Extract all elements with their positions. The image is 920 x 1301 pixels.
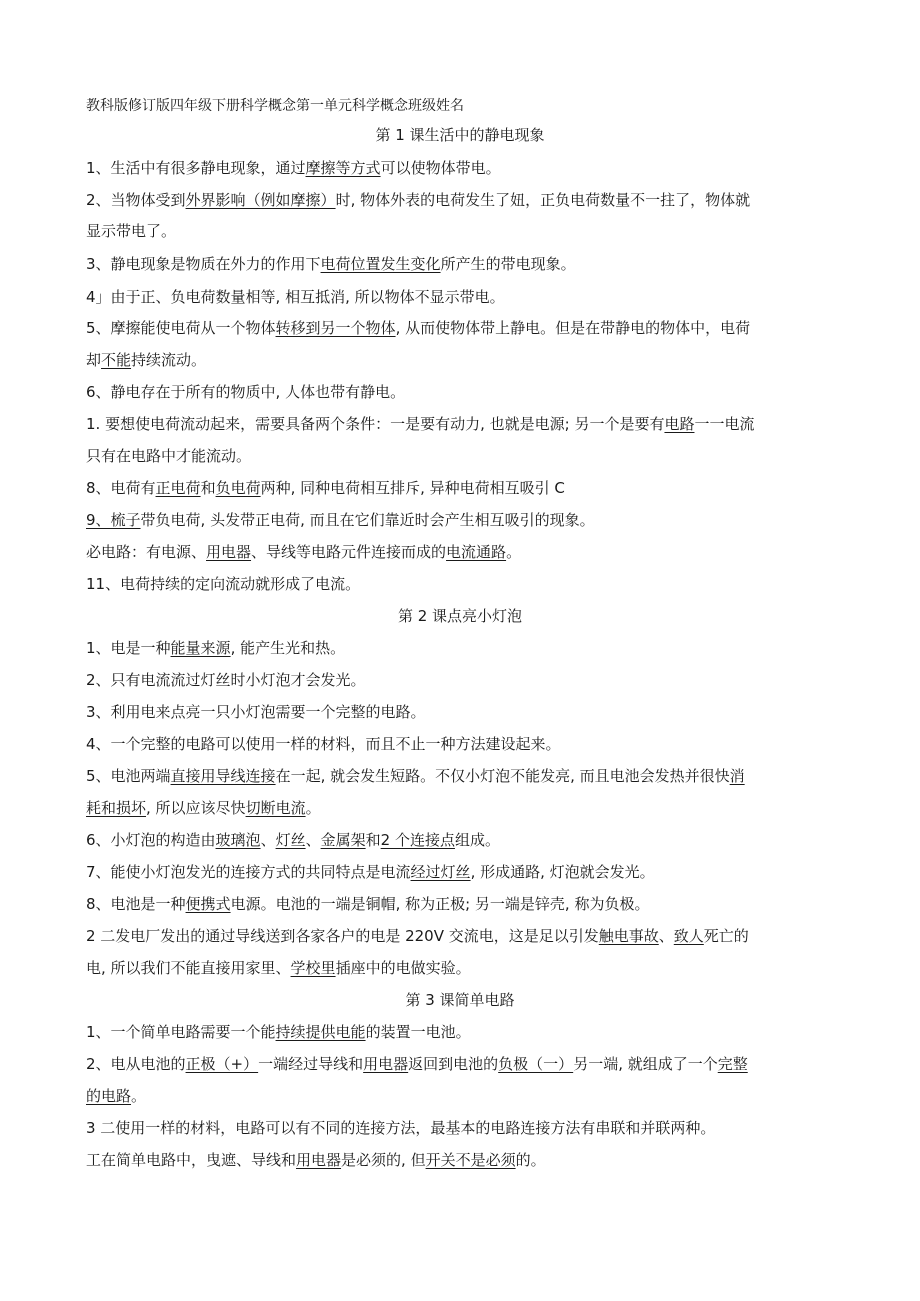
lesson-1-item-9: 9、梳子带负电荷, 头发带正电荷, 而且在它们靠近时会产生相互吸引的现象。 bbox=[86, 511, 595, 529]
lesson-3-item-3: 3 二使用一样的材料，电路可以有不同的连接方法，最基本的电路连接方法有串联和并联两种。 bbox=[86, 1119, 716, 1137]
lesson-2-title: 第 2 课点亮小灯泡 bbox=[397, 607, 523, 625]
lesson-3-item-2-cont: 的电路。 bbox=[86, 1087, 147, 1105]
lesson-1-item-1: 1、生活中有很多静电现象，通过摩擦等方式可以使物体带电。 bbox=[86, 159, 501, 177]
lesson-1-item-5-cont: 却不能持续流动。 bbox=[86, 351, 207, 369]
lesson-1-item-4: 4」由于正、负电荷数量相等, 相互抵消, 所以物体不显示带电。 bbox=[86, 288, 505, 306]
lesson-1-item-6: 6、静电存在于所有的物质中, 人体也带有静电。 bbox=[86, 383, 406, 401]
lesson-2-item-1: 1、电是一种能量来源, 能产生光和热。 bbox=[86, 639, 346, 657]
lesson-1-item-7-cont: 只有在电路中才能流动。 bbox=[86, 447, 252, 465]
lesson-3-item-1: 1、一个简单电路需要一个能持续提供电能的装置一电池。 bbox=[86, 1023, 471, 1041]
lesson-1-item-8: 8、电荷有正电荷和负电荷两种, 同种电荷相互排斥, 异种电荷相互吸引 C bbox=[86, 479, 565, 497]
lesson-1-item-3: 3、静电现象是物质在外力的作用下电荷位置发生变化所产生的带电现象。 bbox=[86, 255, 576, 273]
lesson-3-title: 第 3 课简单电路 bbox=[405, 991, 515, 1009]
lesson-2-item-8: 8、电池是一种便携式电源。电池的一端是铜帽, 称为正极; 另一端是锌壳, 称为负极。 bbox=[86, 895, 650, 913]
lesson-1-item-7: 1. 要想使电荷流动起来，需要具备两个条件：一是要有动力, 也就是电源; 另一个是要有电路一一电流 bbox=[86, 415, 755, 433]
document-header: 教科版修订版四年级下册科学概念第一单元科学概念班级姓名 bbox=[86, 98, 464, 114]
lesson-2-item-2: 2、只有电流流过灯丝时小灯泡才会发光。 bbox=[86, 671, 366, 689]
lesson-2-item-6: 6、小灯泡的构造由玻璃泡、灯丝、金属架和2 个连接点组成。 bbox=[86, 831, 500, 849]
lesson-1-title: 第 1 课生活中的静电现象 bbox=[375, 126, 545, 144]
lesson-1-item-10: 必电路：有电源、用电器、导线等电路元件连接而成的电流通路。 bbox=[86, 543, 522, 561]
lesson-2-item-5-cont: 耗和损坏, 所以应该尽快切断电流。 bbox=[86, 799, 321, 817]
lesson-1-item-11: 11、电荷持续的定向流动就形成了电流。 bbox=[86, 575, 361, 593]
lesson-1-item-5: 5、摩擦能使电荷从一个物体转移到另一个物体, 从而使物体带上静电。但是在带静电的物体中，电荷 bbox=[86, 319, 751, 337]
lesson-1-item-2: 2、当物体受到外界影响（例如摩擦）时, 物体外表的电荷发生了妞，正负电荷数量不一拄了，物体就 bbox=[86, 191, 751, 209]
lesson-2-item-9-cont: 电, 所以我们不能直接用家里、学校里插座中的电做实验。 bbox=[86, 959, 471, 977]
lesson-2-item-3: 3、利用电来点亮一只小灯泡需要一个完整的电路。 bbox=[86, 703, 426, 721]
lesson-2-item-7: 7、能使小灯泡发光的连接方式的共同特点是电流经过灯丝, 形成通路, 灯泡就会发光。 bbox=[86, 863, 655, 881]
lesson-2-item-4: 4、一个完整的电路可以使用一样的材料，而且不止一种方法建设起来。 bbox=[86, 735, 561, 753]
lesson-2-item-9: 2 二发电厂发出的通过导线送到各家各户的电是 220V 交流电，这是足以引发触电事故、致人死亡的 bbox=[86, 927, 749, 945]
lesson-2-item-5: 5、电池两端直接用导线连接在一起, 就会发生短路。不仅小灯泡不能发亮, 而且电池会发热并很快消 bbox=[86, 767, 745, 785]
lesson-3-item-4: 工在简单电路中，曳遮、导线和用电器是必须的, 但开关不是必须的。 bbox=[86, 1151, 546, 1169]
lesson-3-item-2: 2、电从电池的正极（+）一端经过导线和用电器返回到电池的负极（一）另一端, 就组成了一个完整 bbox=[86, 1055, 748, 1073]
lesson-1-item-2-cont: 显示带电了。 bbox=[86, 222, 177, 240]
